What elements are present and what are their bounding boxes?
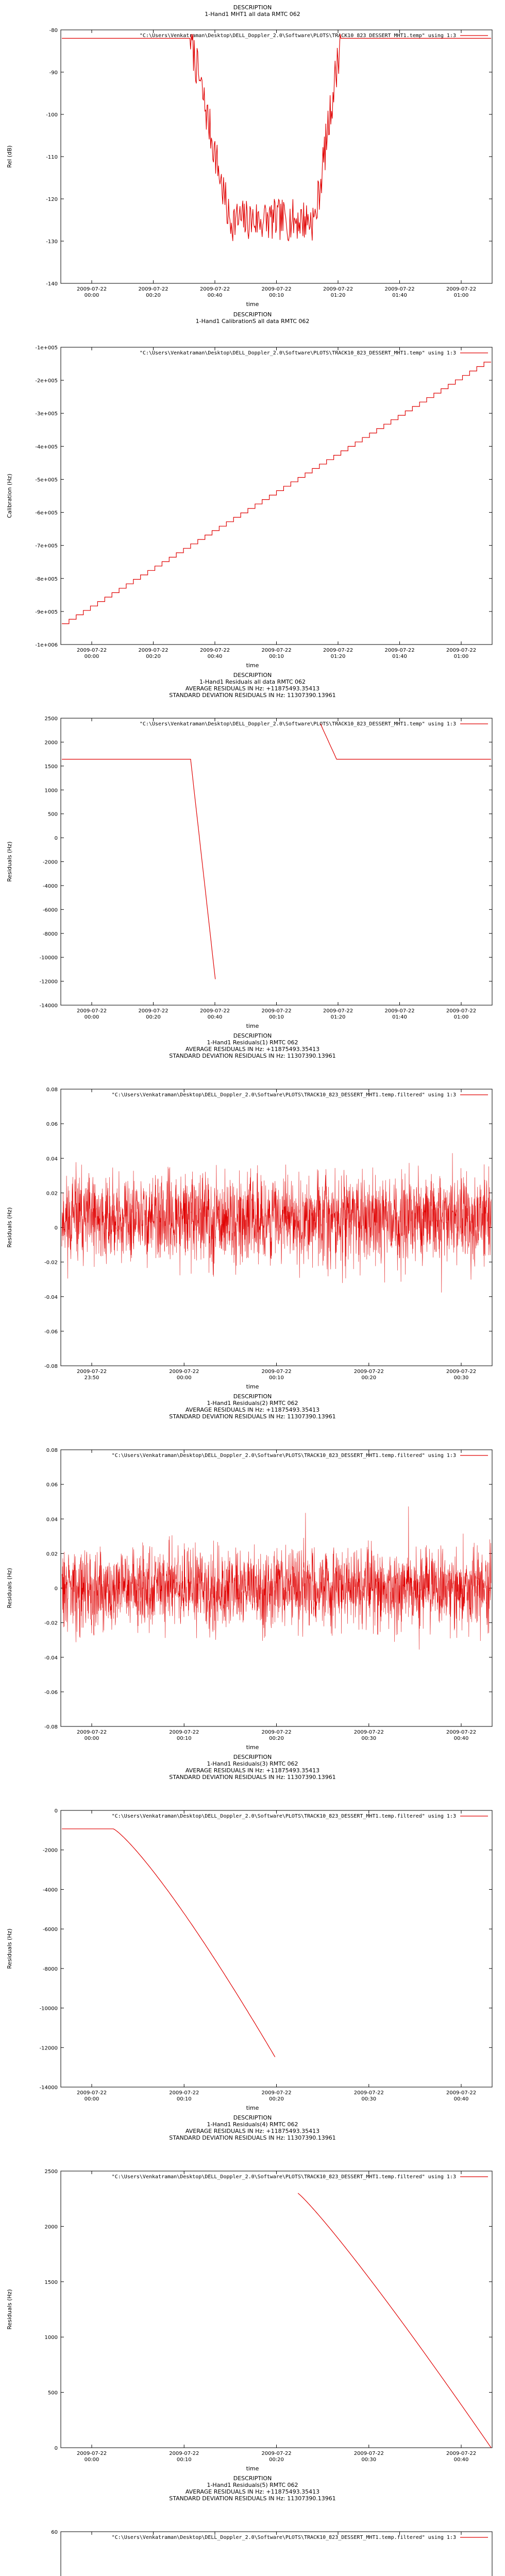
y-tick-label: -8000	[42, 931, 58, 937]
x-tick-label: 2009-07-22	[76, 1008, 107, 1014]
x-tick-label: 00:30	[361, 2457, 377, 2463]
y-tick-label: -5e+005	[35, 477, 58, 483]
y-tick-label: 2500	[44, 2169, 58, 2175]
y-tick-label: -130	[46, 239, 58, 245]
x-tick-label: 00:10	[176, 2457, 192, 2463]
x-tick-label: 00:20	[146, 293, 161, 298]
chart-title-line: DESCRIPTION	[233, 1032, 272, 1039]
x-tick-label: 00:00	[84, 2457, 99, 2463]
y-tick-label: -1e+005	[35, 345, 58, 351]
x-tick-label: 00:10	[269, 1014, 284, 1020]
x-tick-label: 00:00	[84, 1736, 99, 1741]
y-tick-label: -10000	[39, 955, 58, 961]
x-tick-label: 2009-07-22	[169, 1369, 199, 1375]
x-tick-label: 00:30	[453, 1375, 469, 1381]
y-tick-label: 0.08	[46, 1087, 58, 1093]
y-tick-label: 500	[47, 2390, 58, 2396]
y-tick-label: 0.08	[46, 1448, 58, 1453]
chart-title-line: AVERAGE RESIDUALS IN Hz: +11875493.35413	[185, 1406, 320, 1413]
y-tick-label: 1500	[44, 764, 58, 770]
chart-title-line: 1-Hand1 Residuals(5) RMTC 062	[207, 2482, 298, 2488]
x-tick-label: 2009-07-22	[446, 2451, 477, 2456]
x-tick-label: 00:20	[146, 1014, 161, 1020]
legend-label: "C:\Users\Venkatraman\Desktop\DELL_Doppler_2.0\Software\PLOTS\TRACK10_823_DESSERT_MHT1.temp.filtered" using 1:3	[111, 1092, 456, 1098]
chart-panel-6	[0, 1750, 505, 2110]
x-tick-label: 01:40	[392, 1014, 407, 1020]
y-tick-label: -100	[46, 112, 58, 118]
x-tick-label: 00:10	[269, 293, 284, 298]
y-tick-label: 2000	[44, 740, 58, 746]
x-tick-label: 2009-07-22	[446, 2090, 477, 2096]
chart-title-line: DESCRIPTION	[233, 2114, 272, 2121]
chart-title-line: AVERAGE RESIDUALS IN Hz: +11875493.35413	[185, 685, 320, 692]
x-tick-label: 00:40	[453, 2096, 469, 2102]
x-tick-label: 00:10	[176, 1736, 192, 1741]
x-axis-label: time	[246, 1744, 259, 1750]
series-line	[62, 724, 491, 979]
chart-panel-5	[0, 1389, 505, 1750]
chart-svg-8	[0, 2471, 505, 2576]
x-tick-label: 2009-07-22	[446, 1730, 477, 1735]
y-tick-label: -0.02	[44, 1620, 58, 1626]
y-tick-label: -12000	[39, 2045, 58, 2052]
y-tick-label: 2000	[44, 2224, 58, 2230]
y-tick-label: -6e+005	[35, 510, 58, 516]
x-tick-label: 00:00	[84, 2096, 99, 2102]
plot-frame	[61, 347, 492, 645]
x-tick-label: 00:40	[207, 654, 223, 659]
x-tick-label: 00:20	[269, 2457, 284, 2463]
x-tick-label: 00:20	[269, 1736, 284, 1741]
x-tick-label: 00:00	[84, 1014, 99, 1020]
x-tick-label: 01:20	[330, 293, 346, 298]
x-tick-label: 01:40	[392, 293, 407, 298]
y-axis-label: Residuals (Hz)	[6, 1207, 13, 1248]
y-tick-label: 500	[47, 811, 58, 818]
y-tick-label: 0	[54, 1225, 58, 1231]
x-tick-label: 00:20	[361, 1375, 377, 1381]
x-tick-label: 00:00	[176, 1375, 192, 1381]
x-tick-label: 00:10	[269, 1375, 284, 1381]
series-line	[298, 2193, 491, 2448]
x-tick-label: 00:30	[361, 1736, 377, 1741]
chart-title-line: 1-Hand1 Residuals(3) RMTC 062	[207, 1760, 298, 1767]
x-tick-label: 2009-07-22	[446, 286, 477, 292]
series-line	[62, 1506, 491, 1650]
x-tick-label: 01:00	[453, 293, 469, 298]
x-axis-label: time	[246, 662, 259, 668]
chart-title-line: DESCRIPTION	[233, 311, 272, 318]
x-tick-label: 2009-07-22	[384, 286, 415, 292]
legend-label: "C:\Users\Venkatraman\Desktop\DELL_Doppler_2.0\Software\PLOTS\TRACK10_823_DESSERT_MHT1.temp.filtered" using 1:3	[111, 1814, 456, 1819]
y-tick-label: -0.06	[44, 1329, 58, 1335]
x-tick-label: 2009-07-22	[446, 1369, 477, 1375]
y-tick-label: 0	[54, 1586, 58, 1592]
x-tick-label: 2009-07-22	[261, 286, 292, 292]
y-tick-label: -2000	[42, 859, 58, 866]
chart-panel-2	[0, 307, 505, 668]
chart-panel-8	[0, 2471, 505, 2576]
x-tick-label: 2009-07-22	[261, 1369, 292, 1375]
chart-title-line: DESCRIPTION	[233, 1393, 272, 1400]
y-tick-label: -0.08	[44, 1364, 58, 1369]
chart-title-line: STANDARD DEVIATION RESIDUALS IN Hz: 11307390.13961	[169, 2495, 336, 2502]
y-tick-label: -12000	[39, 979, 58, 985]
x-tick-label: 00:10	[269, 654, 284, 659]
y-tick-label: -4000	[42, 883, 58, 889]
y-tick-label: -2000	[42, 1848, 58, 1854]
legend-label: "C:\Users\Venkatraman\Desktop\DELL_Doppler_2.0\Software\PLOTS\TRACK10_823_DESSERT_MHT1.temp.filtered" using 1:3	[111, 1453, 456, 1459]
x-tick-label: 2009-07-22	[76, 2451, 107, 2456]
chart-title-line: STANDARD DEVIATION RESIDUALS IN Hz: 11307390.13961	[169, 1053, 336, 1059]
chart-title-line: 1-Hand1 Residuals(1) RMTC 062	[207, 1039, 298, 1046]
y-tick-label: -6000	[42, 907, 58, 913]
y-tick-label: -0.04	[44, 1655, 58, 1661]
x-tick-label: 2009-07-22	[354, 1730, 384, 1735]
chart-svg-3	[0, 668, 505, 1028]
y-tick-label: -7e+005	[35, 543, 58, 549]
x-tick-label: 00:40	[453, 1736, 469, 1741]
y-tick-label: -120	[46, 197, 58, 202]
chart-title-line: 1-Hand1 MHT1 all data RMTC 062	[205, 11, 300, 18]
x-tick-label: 00:10	[176, 2096, 192, 2102]
plot-frame	[61, 2171, 492, 2448]
chart-title-line: DESCRIPTION	[233, 672, 272, 679]
x-tick-label: 2009-07-22	[261, 1730, 292, 1735]
x-tick-label: 2009-07-22	[354, 2451, 384, 2456]
y-tick-label: -8000	[42, 1966, 58, 1972]
y-tick-label: -9e+005	[35, 609, 58, 615]
y-tick-label: -6000	[42, 1927, 58, 1933]
x-tick-label: 2009-07-22	[354, 2090, 384, 2096]
y-tick-label: -14000	[39, 2085, 58, 2091]
chart-title-line: AVERAGE RESIDUALS IN Hz: +11875493.35413	[185, 1767, 320, 1774]
y-tick-label: -0.04	[44, 1294, 58, 1300]
y-tick-label: -4e+005	[35, 444, 58, 450]
x-tick-label: 2009-07-22	[199, 1008, 230, 1014]
y-tick-label: 60	[51, 2530, 58, 2535]
y-tick-label: -90	[49, 70, 58, 76]
x-tick-label: 2009-07-22	[169, 2090, 199, 2096]
x-tick-label: 00:40	[207, 1014, 223, 1020]
x-tick-label: 2009-07-22	[384, 648, 415, 653]
y-tick-label: 0.02	[46, 1551, 58, 1557]
x-tick-label: 01:20	[330, 1014, 346, 1020]
x-tick-label: 2009-07-22	[446, 1008, 477, 1014]
series-line	[62, 1153, 491, 1293]
chart-svg-4	[0, 1028, 505, 1389]
y-axis-label: Residuals (Hz)	[6, 1568, 13, 1608]
y-tick-label: -10000	[39, 2006, 58, 2012]
chart-title-line: STANDARD DEVIATION RESIDUALS IN Hz: 11307390.13961	[169, 2134, 336, 2141]
y-tick-label: -80	[49, 28, 58, 33]
x-tick-label: 2009-07-22	[323, 1008, 354, 1014]
chart-title-line: 1-Hand1 CalibrationS all data RMTC 062	[195, 318, 310, 325]
y-tick-label: 0	[54, 836, 58, 842]
x-tick-label: 2009-07-22	[138, 648, 169, 653]
y-tick-label: -8e+005	[35, 576, 58, 582]
x-tick-label: 2009-07-22	[384, 1008, 415, 1014]
x-tick-label: 01:00	[453, 1014, 469, 1020]
plot-frame	[61, 30, 492, 283]
x-tick-label: 2009-07-22	[354, 1369, 384, 1375]
x-tick-label: 2009-07-22	[76, 648, 107, 653]
x-tick-label: 2009-07-22	[76, 2090, 107, 2096]
y-tick-label: 0	[54, 1808, 58, 1814]
x-tick-label: 2009-07-22	[199, 286, 230, 292]
y-tick-label: -0.06	[44, 1689, 58, 1696]
y-tick-label: 2500	[44, 716, 58, 722]
chart-title-line: 1-Hand1 Residuals all data RMTC 062	[199, 679, 306, 685]
legend-label: "C:\Users\Venkatraman\Desktop\DELL_Doppler_2.0\Software\PLOTS\TRACK10_823_DESSERT_MHT1.temp" using 1:3	[139, 721, 456, 727]
x-tick-label: 2009-07-22	[76, 1369, 107, 1375]
x-axis-label: time	[246, 2465, 259, 2471]
x-tick-label: 2009-07-22	[138, 1008, 169, 1014]
chart-title-line: STANDARD DEVIATION RESIDUALS IN Hz: 11307390.13961	[169, 692, 336, 699]
y-axis-label: Calibration (Hz)	[6, 473, 13, 518]
chart-svg-2	[0, 307, 505, 668]
chart-panel-4	[0, 1028, 505, 1389]
x-axis-label: time	[246, 2105, 259, 2110]
y-tick-label: 0	[54, 2446, 58, 2451]
x-tick-label: 23:50	[84, 1375, 99, 1381]
chart-title-line: STANDARD DEVIATION RESIDUALS IN Hz: 11307390.13961	[169, 1413, 336, 1420]
chart-title-line: STANDARD DEVIATION RESIDUALS IN Hz: 11307390.13961	[169, 1774, 336, 1781]
chart-title-line: 1-Hand1 Residuals(4) RMTC 062	[207, 2121, 298, 2128]
legend-label: "C:\Users\Venkatraman\Desktop\DELL_Doppler_2.0\Software\PLOTS\TRACK10_823_DESSERT_MHT1.temp.filtered" using 1:3	[111, 2535, 456, 2540]
chart-panel-7	[0, 2110, 505, 2471]
legend-label: "C:\Users\Venkatraman\Desktop\DELL_Doppler_2.0\Software\PLOTS\TRACK10_823_DESSERT_MHT1.temp" using 1:3	[139, 350, 456, 356]
x-tick-label: 00:40	[453, 2457, 469, 2463]
y-tick-label: 0.02	[46, 1191, 58, 1197]
chart-title-line: 1-Hand1 Residuals(2) RMTC 062	[207, 1400, 298, 1406]
x-tick-label: 2009-07-22	[261, 2451, 292, 2456]
y-tick-label: -14000	[39, 1003, 58, 1009]
y-axis-label: Residuals (Hz)	[6, 841, 13, 882]
chart-title-line: DESCRIPTION	[233, 2475, 272, 2482]
x-tick-label: 2009-07-22	[138, 286, 169, 292]
x-tick-label: 01:20	[330, 654, 346, 659]
x-axis-label: time	[246, 1023, 259, 1028]
x-tick-label: 2009-07-22	[169, 1730, 199, 1735]
x-tick-label: 01:40	[392, 654, 407, 659]
y-tick-label: -4000	[42, 1887, 58, 1893]
y-tick-label: 1000	[44, 788, 58, 794]
y-tick-label: -3e+005	[35, 411, 58, 417]
y-tick-label: -0.08	[44, 1724, 58, 1730]
series-line	[62, 34, 491, 241]
x-tick-label: 00:20	[146, 654, 161, 659]
chart-svg-5	[0, 1389, 505, 1750]
x-axis-label: time	[246, 301, 259, 307]
x-tick-label: 01:00	[453, 654, 469, 659]
y-tick-label: 1000	[44, 2335, 58, 2341]
x-tick-label: 2009-07-22	[323, 648, 354, 653]
y-axis-label: Residuals (Hz)	[6, 2289, 13, 2330]
x-tick-label: 00:00	[84, 293, 99, 298]
chart-title-line: AVERAGE RESIDUALS IN Hz: +11875493.35413	[185, 2488, 320, 2495]
y-tick-label: -1e+006	[35, 642, 58, 648]
chart-panel-3	[0, 668, 505, 1028]
y-axis-label: Rel (dB)	[6, 145, 13, 168]
chart-svg-7	[0, 2110, 505, 2471]
y-tick-label: 0.06	[46, 1122, 58, 1128]
x-tick-label: 00:00	[84, 654, 99, 659]
x-tick-label: 2009-07-22	[261, 648, 292, 653]
chart-svg-1	[0, 0, 505, 307]
x-tick-label: 00:30	[361, 2096, 377, 2102]
chart-svg-6	[0, 1750, 505, 2110]
x-tick-label: 00:40	[207, 293, 223, 298]
x-tick-label: 2009-07-22	[323, 286, 354, 292]
chart-panel-1	[0, 0, 505, 307]
chart-title-line: DESCRIPTION	[233, 4, 272, 11]
series-line	[62, 1829, 275, 2057]
y-tick-label: 0.06	[46, 1482, 58, 1488]
y-tick-label: 0.04	[46, 1517, 58, 1523]
chart-title-line: AVERAGE RESIDUALS IN Hz: +11875493.35413	[185, 2128, 320, 2134]
series-line	[62, 362, 491, 624]
y-tick-label: 1500	[44, 2279, 58, 2285]
x-tick-label: 2009-07-22	[446, 648, 477, 653]
chart-title-line: DESCRIPTION	[233, 1754, 272, 1760]
x-tick-label: 2009-07-22	[76, 286, 107, 292]
x-tick-label: 2009-07-22	[261, 2090, 292, 2096]
x-tick-label: 2009-07-22	[76, 1730, 107, 1735]
x-tick-label: 2009-07-22	[169, 2451, 199, 2456]
y-tick-label: -140	[46, 281, 58, 287]
y-tick-label: -2e+005	[35, 378, 58, 384]
y-axis-label: Residuals (Hz)	[6, 1928, 13, 1969]
plot-frame	[61, 1810, 492, 2087]
legend-label: "C:\Users\Venkatraman\Desktop\DELL_Doppler_2.0\Software\PLOTS\TRACK10_823_DESSERT_MHT1.temp" using 1:3	[139, 33, 456, 39]
chart-title-line: AVERAGE RESIDUALS IN Hz: +11875493.35413	[185, 1046, 320, 1053]
plot-frame	[61, 718, 492, 1005]
x-tick-label: 00:20	[269, 2096, 284, 2102]
x-tick-label: 2009-07-22	[261, 1008, 292, 1014]
y-tick-label: -0.02	[44, 1260, 58, 1266]
y-tick-label: -110	[46, 155, 58, 160]
x-axis-label: time	[246, 1383, 259, 1389]
x-tick-label: 2009-07-22	[199, 648, 230, 653]
legend-label: "C:\Users\Venkatraman\Desktop\DELL_Doppler_2.0\Software\PLOTS\TRACK10_823_DESSERT_MHT1.temp.filtered" using 1:3	[111, 2174, 456, 2180]
y-tick-label: 0.04	[46, 1156, 58, 1162]
